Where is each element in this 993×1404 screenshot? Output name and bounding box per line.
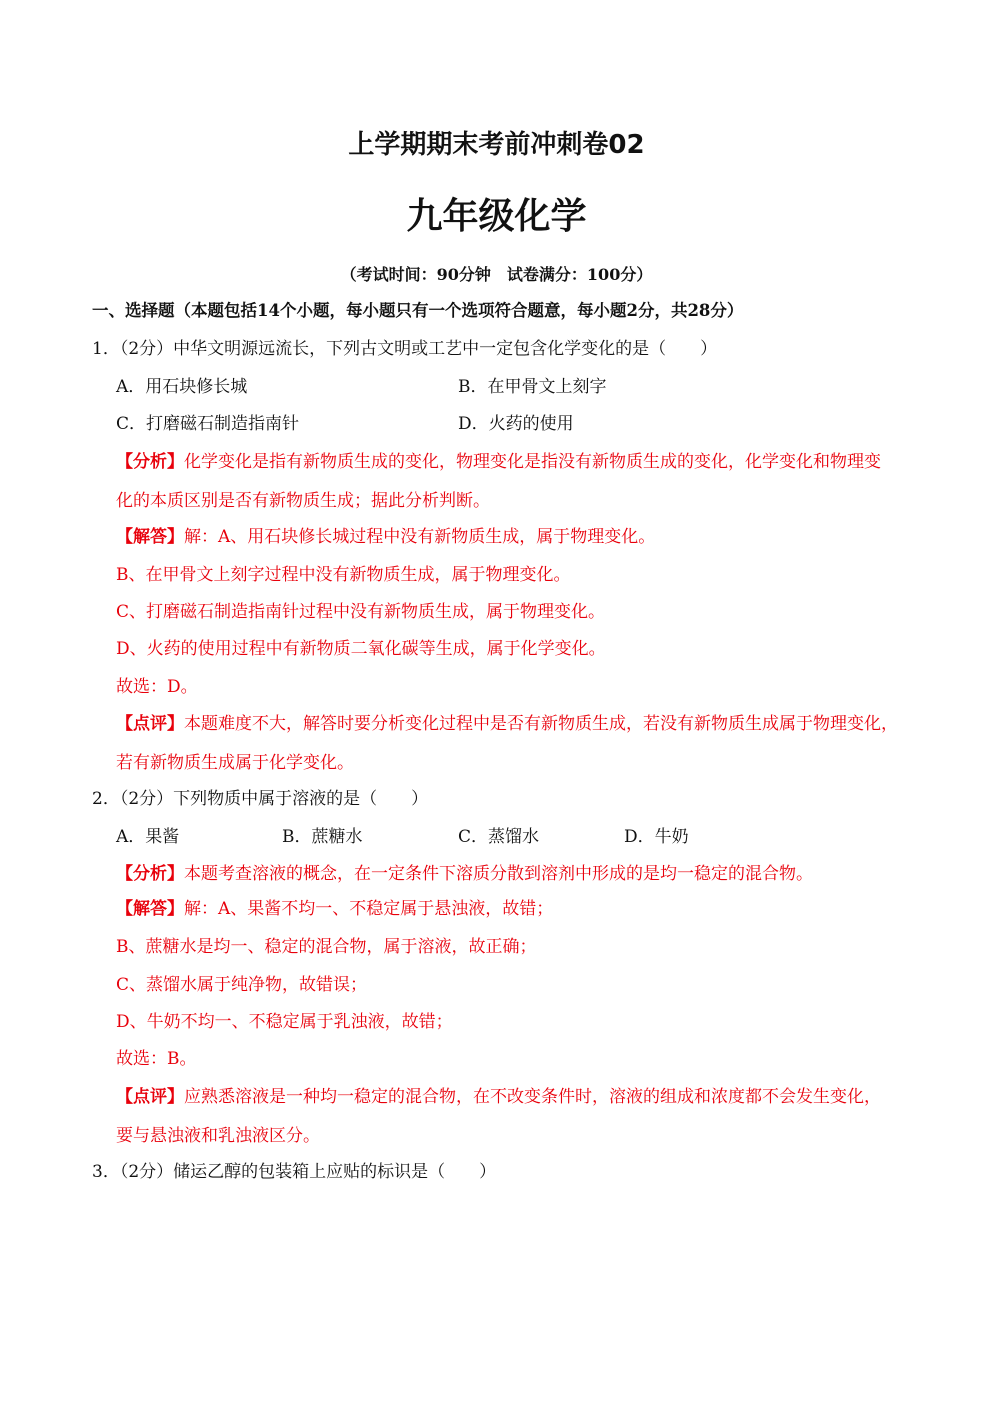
q1-analysis-cont: 化的本质区别是否有新物质生成；据此分析判断。 (116, 491, 490, 511)
q1-answer-d: D、火药的使用过程中有新物质二氧化碳等生成，属于化学变化。 (116, 639, 606, 659)
q1-answer-c: C、打磨磁石制造指南针过程中没有新物质生成，属于物理变化。 (116, 602, 606, 622)
q2-option-a: A．果酱 (116, 827, 180, 847)
q1-choice: 故选：D。 (116, 677, 198, 697)
q2-stem: 2．（2分）下列物质中属于溶液的是（ ） (92, 789, 429, 809)
q1-option-b: B．在甲骨文上刻字 (458, 377, 607, 397)
q2-analysis-text: 本题考查溶液的概念，在一定条件下溶质分散到溶剂中形成的是均一稳定的混合物。 (184, 864, 813, 884)
q1-comment-cont: 若有新物质生成属于化学变化。 (116, 753, 354, 773)
q1-option-c: C．打磨磁石制造指南针 (116, 414, 300, 434)
comment-tag: 【点评】 (116, 1087, 184, 1107)
q1-analysis-text: 化学变化是指有新物质生成的变化，物理变化是指没有新物质生成的变化，化学变化和物理变 (184, 452, 881, 472)
analysis-tag: 【分析】 (116, 864, 184, 884)
answer-tag: 【解答】 (116, 527, 184, 547)
q1-option-d: D．火药的使用 (458, 414, 574, 434)
q1-comment-text: 本题难度不大，解答时要分析变化过程中是否有新物质生成，若没有新物质生成属于物理变化， (184, 714, 898, 734)
q2-option-b: B．蔗糖水 (282, 827, 363, 847)
q1-answer-text: 解：A、用石块修长城过程中没有新物质生成，属于物理变化。 (184, 527, 656, 547)
q2-comment-text: 应熟悉溶液是一种均一稳定的混合物，在不改变条件时，溶液的组成和浓度都不会发生变化， (184, 1087, 881, 1107)
answer-tag: 【解答】 (116, 899, 184, 919)
exam-info: （考试时间：90分钟 试卷满分：100分） (340, 265, 653, 284)
q2-answer-d: D、牛奶不均一、不稳定属于乳浊液，故错； (116, 1012, 453, 1032)
q1-analysis (116, 451, 881, 473)
q2-comment (116, 1086, 881, 1108)
q2-answer-b: B、蔗糖水是均一、稳定的混合物，属于溶液，故正确； (116, 937, 537, 957)
q3-stem: 3．（2分）储运乙醇的包装箱上应贴的标识是（ ） (92, 1162, 497, 1182)
section-heading: 一、选择题（本题包括14个小题，每小题只有一个选项符合题意，每小题2分，共28分） (92, 301, 744, 320)
q2-option-c: C．蒸馏水 (458, 827, 540, 847)
comment-tag: 【点评】 (116, 714, 184, 734)
q2-comment-cont: 要与悬浊液和乳浊液区分。 (116, 1126, 320, 1146)
q1-answer-b: B、在甲骨文上刻字过程中没有新物质生成，属于物理变化。 (116, 565, 571, 585)
q2-answer-text: 解：A、果酱不均一、不稳定属于悬浊液，故错； (184, 899, 554, 919)
q1-answer (116, 526, 655, 548)
exam-title: 上学期期末考前冲刺卷02 (348, 130, 645, 160)
q1-stem: 1．（2分）中华文明源远流长，下列古文明或工艺中一定包含化学变化的是（ ） (92, 339, 718, 359)
q2-answer-c: C、蒸馏水属于纯净物，故错误； (116, 975, 368, 995)
q1-comment (116, 713, 898, 735)
q2-option-d: D．牛奶 (624, 827, 689, 847)
subject-title: 九年级化学 (406, 196, 587, 237)
analysis-tag: 【分析】 (116, 452, 184, 472)
q2-analysis (116, 863, 813, 885)
q2-answer (116, 898, 553, 920)
q2-choice: 故选：B。 (116, 1049, 197, 1069)
q1-option-a: A．用石块修长城 (116, 377, 248, 397)
